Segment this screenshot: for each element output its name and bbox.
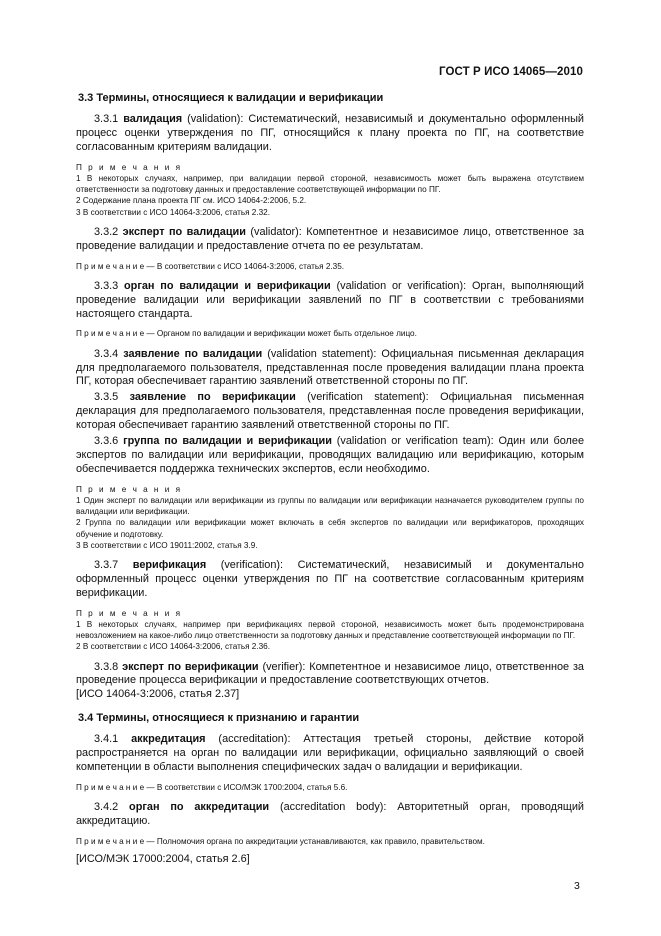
term-3-3-6: 3.3.6 группа по валидации и верификации (validation or verification team): Один или более экспертов по валидации или верификации, проводящих валидацию или верификацию, которым обеспечивается поддержка технических экспертов, если необходимо. <box>76 435 585 475</box>
term-3-4-1: 3.4.1 аккредитация (accreditation): Аттестация третьей стороны, действие которой распространяется на орган по валидации или верификации, официально заявляющий о своей компетенции в области выполнения специфических задач о валидации и верификации. <box>76 733 585 774</box>
note-item: 3 В соответствии с ИСО 19011:2002, статья 3.9. <box>76 540 258 550</box>
term-3-3-4: 3.3.4 заявление по валидации (validation statement): Официальная письменная декларация для предполагаемого пользователя, представленная после проведения валидации плана проекта ПГ, которая обеспечивает гарантию заявлений ответственной стороны по ПГ. <box>76 347 584 388</box>
notes-3-3-7 <box>76 608 584 653</box>
term-3-3-8: 3.3.8 эксперт по верификации (verifier): Компетентное и независимое лицо, ответственное за проведение процесса верификации и предоставление соответствующих отчетов. <box>76 660 584 687</box>
note-item: 2 Содержание плана проекта ПГ см. ИСО 14064-2:2006, 5.2. <box>76 196 307 206</box>
reference-3-4-2: [ИСО/МЭК 17000:2004, статья 2.6] <box>76 853 250 866</box>
notes-heading: П р и м е ч а н и я <box>76 162 183 172</box>
document-body <box>76 92 584 867</box>
term-3-3-3: 3.3.3 орган по валидации и верификации (validation or verification): Орган, выполняющий проведение валидации или верификации заявлений по ПГ в соответствии с требованиями настоящего стандарта. <box>76 279 584 320</box>
term-3-3-1: 3.3.1 валидация (validation): Систематический, независимый и документально оформленный процесс оценки утверждения по ПГ, относящийся к плану проекта по ПГ, на соответствие согласованным критериям валидации. <box>76 113 584 153</box>
notes-3-3-1 <box>76 162 584 218</box>
note-item: 2 Группа по валидации или верификации может включать в себя экспертов по валидации или верификаторов, проходящих обучение и подготовку. <box>76 518 584 539</box>
term-3-4-2: 3.4.2 орган по аккредитации (accreditation body): Авторитетный орган, проводящий аккредитацию. <box>76 801 585 828</box>
document-header: ГОСТ Р ИСО 14065—2010 <box>438 66 583 78</box>
note-3-3-3: П р и м е ч а н и е — Органом по валидации и верификации может быть отдельное лицо. <box>76 329 417 339</box>
note-3-4-1: П р и м е ч а н и е — В соответствии с ИСО/МЭК 1700:2004, статья 5.6. <box>76 783 348 793</box>
note-item: 1 Один эксперт по валидации или верификации из группы по валидации или верификации назначается руководителем группы по валидации или верификации. <box>76 496 584 517</box>
reference-3-3-8: [ИСО 14064-3:2006, статья 2.37] <box>76 688 240 701</box>
section-3-3-title: 3.3 Термины, относящиеся к валидации и верификации <box>78 92 384 104</box>
note-item: 3 В соответствии с ИСО 14064-3:2006, статья 2.32. <box>76 207 271 217</box>
note-item: 2 В соответствии с ИСО 14064-3:2006, статья 2.36. <box>76 642 271 652</box>
section-3-4-title: 3.4 Термины, относящиеся к признанию и гарантии <box>78 712 360 725</box>
notes-3-3-6 <box>76 484 584 551</box>
notes-heading: П р и м е ч а н и я <box>76 484 183 494</box>
notes-heading: П р и м е ч а н и я <box>76 608 183 618</box>
term-3-3-7: 3.3.7 верификация (verification): Систематический, независимый и документально оформленный процесс оценки утверждения по ПГ на соответствие согласованным критериям верификации. <box>76 559 584 599</box>
note-3-4-2: П р и м е ч а н и е — Полномочия органа по аккредитации устанавливаются, как правило, правительством. <box>76 837 485 847</box>
note-3-3-2: П р и м е ч а н и е — В соответствии с ИСО 14064-3:2006, статья 2.35. <box>76 261 345 271</box>
page-number: 3 <box>574 880 580 892</box>
note-item: 1 В некоторых случаях, например при верификациях первой стороной, независимость может быть продемонстрирована невозложением на какое-либо лицо ответственности за подготовку данных и представление соответствующей информации по ПГ. <box>76 619 584 641</box>
term-3-3-5: 3.3.5 заявление по верификации (verification statement): Официальная письменная декларация для предполагаемого пользователя, представленная после проведения верификации, которая обеспечивает гарантию заявлений ответственной стороны по ПГ. <box>76 391 584 432</box>
term-3-3-2: 3.3.2 эксперт по валидации (validator): Компетентное и независимое лицо, ответственное за проведение валидации и предоставление отчета по ее результатам. <box>76 225 585 252</box>
note-item: 1 В некоторых случаях, например, при валидации первой стороной, независимость может быть выражена отсутствием ответственности за подготовку данных и предоставление соответствующей информации по ПГ. <box>76 173 584 195</box>
